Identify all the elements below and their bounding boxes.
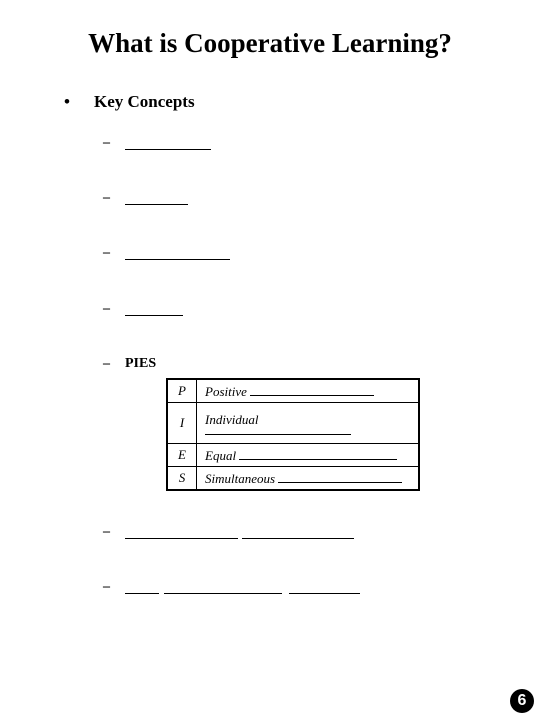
pies-letter: S [167,467,197,491]
pies-word: Positive [205,383,247,399]
fill-in-blank [125,538,238,539]
pies-word: Simultaneous [205,470,276,486]
dash-marker: – [103,356,110,371]
bullet-label: Key Concepts [94,92,195,111]
pies-row-s [167,467,419,491]
pies-table [166,378,420,491]
pies-word-cell [197,379,420,403]
pies-label: PIES [125,356,157,371]
dash-marker: – [103,190,110,205]
pies-word-cell [197,403,420,444]
fill-in-blank [125,149,211,150]
pies-row-i [167,403,419,444]
slide-title: What is Cooperative Learning? [88,28,452,58]
fill-in-blank [239,447,397,460]
dash-marker: – [103,579,110,594]
pies-word-cell [197,467,420,491]
dash-marker: – [103,524,110,539]
fill-in-blank [125,204,188,205]
fill-in-blank [250,383,374,396]
bullet-marker: • [64,92,70,111]
pies-word: Individual [205,411,259,427]
fill-in-blank [164,593,282,594]
fill-in-blank [125,315,183,316]
fill-in-blank [125,593,159,594]
fill-in-blank [289,593,360,594]
dash-marker: – [103,245,110,260]
fill-in-blank [205,428,351,435]
fill-in-blank [278,470,402,483]
dash-marker: – [103,301,110,316]
pies-row-e [167,444,419,467]
pies-letter: I [167,403,197,444]
fill-in-blank [125,259,230,260]
fill-in-blank [242,538,354,539]
pies-word-cell [197,444,420,467]
pies-word: Equal [205,447,237,463]
dash-marker: – [103,135,110,150]
pies-row-p [167,379,419,403]
pies-letter: P [167,379,197,403]
page-number-badge: 6 [510,689,534,713]
pies-letter: E [167,444,197,467]
